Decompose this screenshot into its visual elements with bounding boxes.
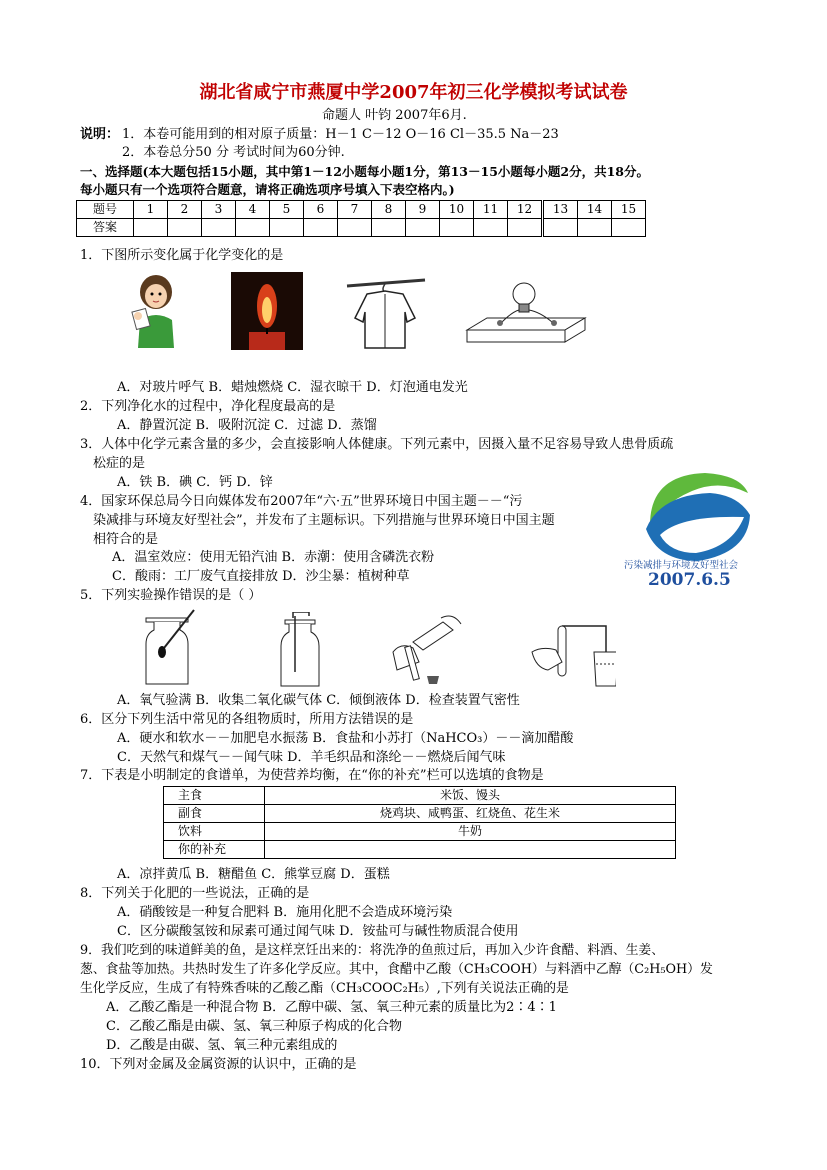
q9-option-c: C．乙酸乙酯是由碳、氢、氧三种原子构成的化合物 [106, 1019, 402, 1034]
answer-cell[interactable] [270, 219, 304, 237]
answer-cell[interactable] [612, 219, 646, 237]
answer-cell[interactable] [202, 219, 236, 237]
question-number: 15 [612, 201, 646, 219]
food-table-row [164, 805, 676, 823]
q4-stem-line1: 4．国家环保总局今日向媒体发布2007年“六·五”世界环境日中国主题－－“污 [80, 494, 523, 509]
food-table [163, 786, 676, 859]
food-label: 副食 [164, 805, 265, 823]
question-number: 11 [474, 201, 508, 219]
q8-options-ab: A．硝酸铵是一种复合肥料 B．施用化肥不会造成环境污染 [117, 905, 453, 920]
question-number: 6 [304, 201, 338, 219]
q2-options: A．静置沉淀 B．吸附沉淀 C．过滤 D．蒸馏 [117, 418, 377, 433]
instructions-line2: 2．本卷总分50 分 考试时间为60分钟. [122, 145, 345, 160]
clothes-drying-illustration [345, 278, 427, 350]
instructions-line1: 1．本卷可能用到的相对原子质量：H－1 C－12 O－16 Cl－35.5 Na－23 [122, 127, 559, 142]
food-value: 牛奶 [265, 823, 676, 841]
q3-options: A．铁 B．碘 C．钙 D．锌 [117, 475, 273, 490]
q3-stem-line2: 松症的是 [93, 456, 146, 471]
question-number: 10 [440, 201, 474, 219]
answer-cell[interactable] [406, 219, 440, 237]
food-table-row [164, 787, 676, 805]
q9-option-d: D．乙酸是由碳、氢、氧三种元素组成的 [106, 1038, 338, 1053]
food-value: 米饭、馒头 [265, 787, 676, 805]
answer-cell[interactable] [338, 219, 372, 237]
q8-stem: 8．下列关于化肥的一些说法，正确的是 [80, 886, 310, 901]
food-value: 烧鸡块、咸鸭蛋、红烧鱼、花生米 [265, 805, 676, 823]
question-number: 7 [338, 201, 372, 219]
answer-cell[interactable] [543, 219, 578, 237]
food-value[interactable] [265, 841, 676, 859]
question-number: 13 [543, 201, 578, 219]
answer-cell[interactable] [134, 219, 168, 237]
author-line: 命题人 叶钧 2007年6月. [322, 108, 467, 123]
q2-stem: 2．下列净化水的过程中，净化程度最高的是 [80, 399, 336, 414]
q6-options-cd: C．天然气和煤气－－闻气味 D．羊毛织品和涤纶－－燃烧后闻气味 [117, 750, 506, 765]
q7-stem: 7．下表是小明制定的食谱单，为使营养均衡，在“你的补充”栏可以选填的食物是 [80, 768, 544, 783]
answer-cell[interactable] [372, 219, 406, 237]
question-number: 5 [270, 201, 304, 219]
question-number: 1 [134, 201, 168, 219]
answer-cell[interactable] [168, 219, 202, 237]
q4-stem-line2: 染减排与环境友好型社会”，并发布了主题标识。下列措施与世界环境日中国主题 [93, 513, 555, 528]
q6-options-ab: A．硬水和软水－－加肥皂水振荡 B．食盐和小苏打（NaHCO₃）－－滴加醋酸 [117, 731, 574, 746]
q9-stem-line1: 9．我们吃到的味道鲜美的鱼，是这样烹饪出来的：将洗净的鱼煎过后，再加入少许食醋、料酒、生姜、 [80, 943, 665, 958]
question-number: 4 [236, 201, 270, 219]
logo-caption: 污染减排与环境友好型社会 [624, 560, 739, 571]
oxygen-test-bottle-illustration [140, 608, 198, 688]
answer-cell[interactable] [578, 219, 612, 237]
section1-header2: 每小题只有一个选项符合题意，请将正确选项序号填入下表空格内。) [80, 182, 455, 197]
q4-options-cd: C．酸雨：工厂废气直接排放 D．沙尘暴：植树种草 [112, 569, 410, 584]
answer-cell[interactable] [474, 219, 508, 237]
q7-options: A．凉拌黄瓜 B．糖醋鱼 C．熊掌豆腐 D．蛋糕 [117, 867, 390, 882]
food-label: 主食 [164, 787, 265, 805]
q8-options-cd: C．区分碳酸氢铵和尿素可通过闻气味 D．铵盐可与碱性物质混合使用 [117, 924, 519, 939]
food-label: 你的补充 [164, 841, 265, 859]
q4-options-ab: A．温室效应：使用无铅汽油 B．赤潮：使用含磷洗衣粉 [112, 550, 435, 565]
q9-options-ab: A．乙酸乙酯是一种混合物 B．乙醇中碳、氢、氧三种元素的质量比为2∶4∶1 [106, 1000, 557, 1015]
answer-table [76, 200, 646, 237]
answer-table-label: 答案 [77, 219, 134, 237]
q5-stem: 5．下列实验操作错误的是（ ） [80, 588, 262, 603]
question-number: 8 [372, 201, 406, 219]
instructions-label: 说明： [80, 127, 120, 142]
gas-collection-bottle-illustration [275, 612, 325, 688]
answer-table-answer-row [77, 219, 646, 237]
section1-header1: 一、选择题(本大题包括15小题，其中第1－12小题每小题1分，第13－15小题每小题2分，共18分。 [80, 164, 649, 179]
answer-table-label: 题号 [77, 201, 134, 219]
question-number: 9 [406, 201, 440, 219]
q1-stem: 1．下图所示变化属于化学变化的是 [80, 248, 284, 263]
girl-breathing-on-glass-illustration [128, 270, 184, 350]
answer-table-header-row [77, 201, 646, 219]
q10-stem: 10．下列对金属及金属资源的认识中，正确的是 [80, 1057, 357, 1072]
answer-cell[interactable] [304, 219, 338, 237]
page-title: 湖北省咸宁市燕厦中学2007年初三化学模拟考试试卷 [199, 82, 628, 103]
burning-candle-illustration [231, 272, 303, 350]
pouring-liquid-illustration [383, 612, 465, 688]
q1-options: A．对玻片呼气 B．蜡烛燃烧 C．湿衣晾干 D．灯泡通电发光 [117, 380, 468, 395]
q6-stem: 6．区分下列生活中常见的各组物质时，所用方法错误的是 [80, 712, 414, 727]
question-number: 14 [578, 201, 612, 219]
q3-stem-line1: 3．人体中化学元素含量的多少，会直接影响人体健康。下列元素中，因摄入量不足容易导致人患骨质疏 [80, 437, 674, 452]
q4-stem-line3: 相符合的是 [93, 532, 159, 547]
question-number: 3 [202, 201, 236, 219]
question-number: 2 [168, 201, 202, 219]
answer-cell[interactable] [508, 219, 543, 237]
question-number: 12 [508, 201, 543, 219]
answer-cell[interactable] [440, 219, 474, 237]
q5-options: A．氧气验满 B．收集二氧化碳气体 C．倾倒液体 D．检查装置气密性 [117, 693, 520, 708]
answer-cell[interactable] [236, 219, 270, 237]
airtightness-check-illustration [526, 622, 616, 688]
food-label: 饮料 [164, 823, 265, 841]
q9-stem-line3: 生化学反应，生成了有特殊香味的乙酸乙酯（CH₃COOC₂H₅）,下列有关说法正确的是 [80, 981, 569, 996]
q9-stem-line2: 葱、食盐等加热。共热时发生了许多化学反应。其中，食醋中乙酸（CH₃COOH）与料酒中乙醇（C₂H₅OH）发 [80, 962, 713, 977]
food-table-row [164, 823, 676, 841]
food-table-row [164, 841, 676, 859]
light-bulb-circuit-illustration [462, 280, 587, 350]
logo-date: 2007.6.5 [648, 570, 731, 590]
